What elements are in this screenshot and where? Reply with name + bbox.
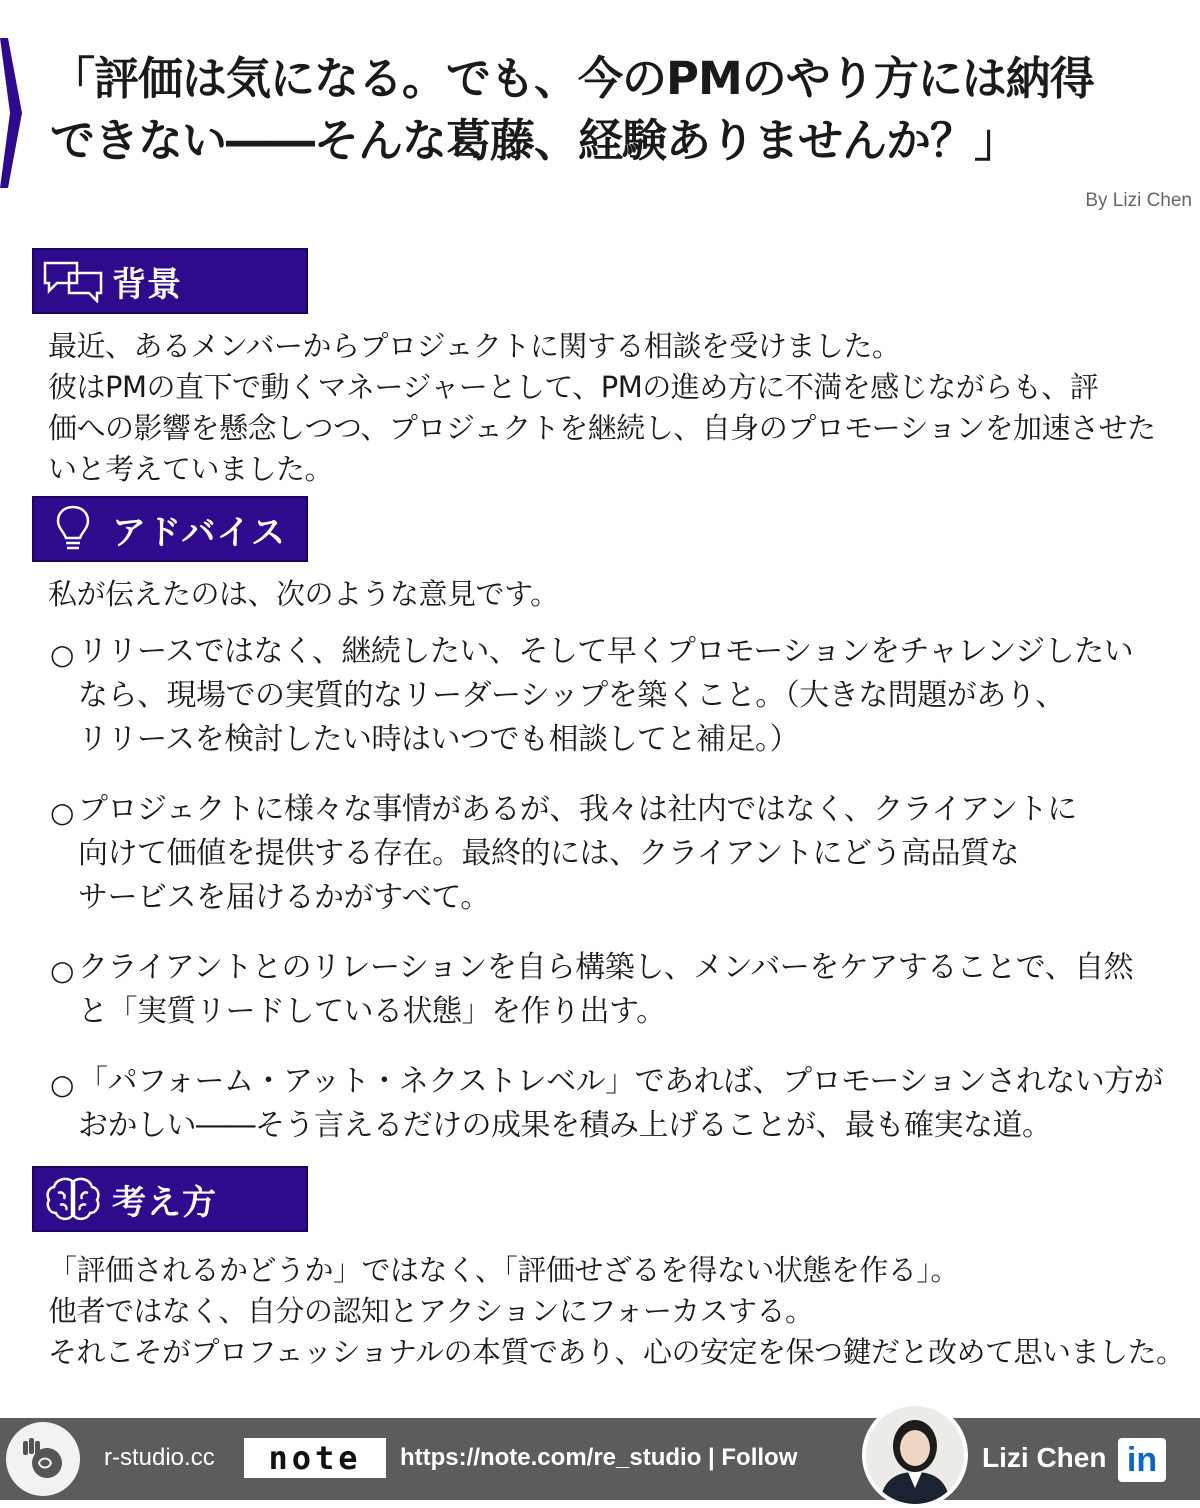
text-line: と「実質リードしている状態」を作り出す。 (78, 994, 666, 1029)
title-line-2: できない――そんな葛藤、経験ありませんか？」 (50, 114, 1019, 167)
chat-bubbles-icon (34, 248, 112, 314)
background-paragraph (48, 326, 1168, 490)
section-header-advice (32, 496, 308, 562)
section-header-mindset (32, 1166, 308, 1232)
byline: By Lizi Chen (1085, 190, 1192, 211)
site-link[interactable]: r-studio.cc (104, 1444, 215, 1471)
bullet-circle-icon: ○ (50, 638, 74, 671)
bullet-circle-icon: ○ (50, 954, 74, 987)
section-header-background (32, 248, 308, 314)
footer-bar (0, 1418, 1200, 1500)
text-line: いと考えていました。 (48, 452, 334, 486)
advice-intro (48, 574, 1168, 615)
list-item (50, 630, 1170, 762)
list-item (50, 946, 1170, 1034)
page-title (50, 48, 1180, 172)
text-line: 向けて価値を提供する存在。最終的には、クライアントにどう高品質な (78, 836, 1019, 871)
text-line: 彼はPMの直下で動くマネージャーとして、PMの進め方に不満を感じながらも、評 (48, 370, 1099, 404)
section-label: 考え方 (112, 1182, 217, 1223)
note-logo[interactable]: note (244, 1438, 386, 1478)
section-label: アドバイス (112, 512, 286, 553)
r-studio-logo-icon[interactable] (6, 1422, 80, 1496)
note-url-link[interactable]: https://note.com/re_studio | Follow (400, 1444, 798, 1471)
text-line: プロジェクトに様々な事情があるが、我々は社内ではなく、クライアントに (78, 792, 1077, 827)
title-accent-chevron (0, 38, 22, 188)
text-line: 他者ではなく、自分の認知とアクションにフォーカスする。 (48, 1294, 814, 1328)
text-line: リリースではなく、継続したい、そして早くプロモーションをチャレンジしたい (78, 634, 1134, 669)
text-line: 「パフォーム・アット・ネクストレベル」であれば、プロモーションされない方が (78, 1064, 1164, 1099)
bullet-circle-icon: ○ (50, 796, 74, 829)
list-item (50, 1060, 1170, 1148)
author-name: Lizi Chen (982, 1442, 1107, 1473)
text-line: クライアントとのリレーションを自ら構築し、メンバーをケアすることで、自然 (78, 950, 1134, 985)
brain-icon (34, 1166, 112, 1232)
text-line: それこそがプロフェッショナルの本質であり、心の安定を保つ鍵だと改めて思いました。 (48, 1335, 1185, 1369)
list-item (50, 788, 1170, 920)
linkedin-icon[interactable]: in (1118, 1438, 1166, 1482)
text-line: おかしい――そう言えるだけの成果を積み上げることが、最も確実な道。 (78, 1108, 1052, 1143)
text-line: 私が伝えたのは、次のような意見です。 (48, 577, 559, 611)
text-line: 価への影響を懸念しつつ、プロジェクトを継続し、自身のプロモーションを加速させた (48, 411, 1156, 445)
mindset-paragraph (48, 1250, 1185, 1373)
advice-bullet-list (50, 630, 1170, 1148)
text-line: 最近、あるメンバーからプロジェクトに関する相談を受けました。 (48, 329, 901, 363)
lightbulb-icon (34, 496, 112, 562)
avatar (862, 1402, 968, 1508)
section-label: 背景 (112, 264, 182, 305)
bullet-circle-icon: ○ (50, 1068, 74, 1101)
title-line-1: 「評価は気になる。でも、今のPMのやり方には納得 (50, 52, 1094, 105)
text-line: サービスを届けるかがすべて。 (78, 880, 490, 915)
text-line: リリースを検討したい時はいつでも相談してと補足。） (78, 722, 799, 757)
text-line: 「評価されるかどうか」ではなく、「評価せざるを得ない状態を作る」。 (48, 1253, 959, 1287)
text-line: なら、現場での実質的なリーダーシップを築くこと。（大きな問題があり、 (78, 678, 1065, 713)
